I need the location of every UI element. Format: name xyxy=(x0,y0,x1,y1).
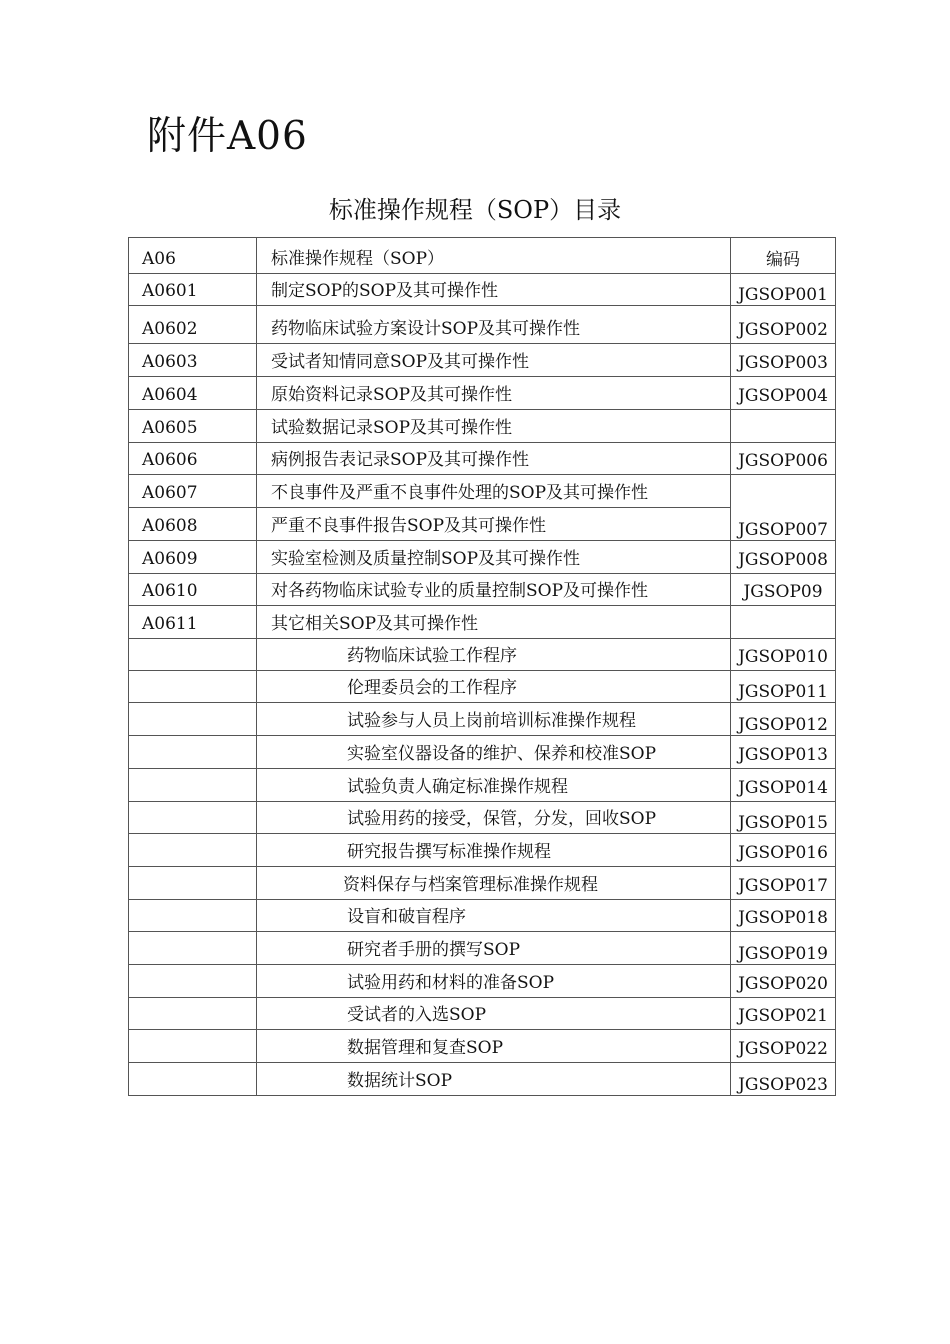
sub-row-id xyxy=(129,736,257,769)
row-code: JGSOP09 xyxy=(731,574,836,606)
sub-row-id xyxy=(129,998,257,1030)
sub-row xyxy=(129,932,836,965)
sub-row xyxy=(129,1063,836,1096)
row-name: 试验数据记录SOP及其可操作性 xyxy=(257,410,731,443)
sub-row-code: JGSOP019 xyxy=(731,932,836,965)
row-name: 其它相关SOP及其可操作性 xyxy=(257,606,731,639)
sub-row-name: 试验用药和材料的准备SOP xyxy=(257,965,731,998)
row-id: A0602 xyxy=(129,306,257,344)
table-header-row xyxy=(129,238,836,274)
sub-row-name: 资料保存与档案管理标准操作规程 xyxy=(257,867,731,900)
header-code: 编码 xyxy=(731,238,836,274)
row-code: JGSOP008 xyxy=(731,541,836,574)
row-code: JGSOP006 xyxy=(731,443,836,475)
sub-row-id xyxy=(129,769,257,802)
sub-row xyxy=(129,769,836,802)
sub-row xyxy=(129,834,836,867)
row-name: 实验室检测及质量控制SOP及其可操作性 xyxy=(257,541,731,574)
row-code: JGSOP004 xyxy=(731,377,836,410)
sub-row-id xyxy=(129,1063,257,1096)
table-row xyxy=(129,508,836,541)
sub-row-code: JGSOP010 xyxy=(731,639,836,671)
row-name: 受试者知情同意SOP及其可操作性 xyxy=(257,344,731,377)
sub-row-name: 数据统计SOP xyxy=(257,1063,731,1096)
sub-row-id xyxy=(129,703,257,736)
sub-row-name: 试验用药的接受，保管，分发，回收SOP xyxy=(257,802,731,834)
table-row xyxy=(129,377,836,410)
table-row xyxy=(129,606,836,639)
sub-row-code: JGSOP013 xyxy=(731,736,836,769)
row-code xyxy=(731,606,836,639)
row-id: A0607 xyxy=(129,475,257,508)
row-code: JGSOP001 xyxy=(731,274,836,306)
header-name: 标准操作规程（SOP） xyxy=(257,238,731,274)
sub-row-code: JGSOP021 xyxy=(731,998,836,1030)
row-id: A0606 xyxy=(129,443,257,475)
sub-row-code: JGSOP020 xyxy=(731,965,836,998)
sub-row xyxy=(129,965,836,998)
sub-row-id xyxy=(129,802,257,834)
sub-row-name: 药物临床试验工作程序 xyxy=(257,639,731,671)
table-row xyxy=(129,274,836,306)
attachment-title: 附件A06 xyxy=(147,114,308,159)
sub-row-code: JGSOP016 xyxy=(731,834,836,867)
sub-row xyxy=(129,703,836,736)
row-code xyxy=(731,410,836,443)
row-id: A0609 xyxy=(129,541,257,574)
row-id: A0608 xyxy=(129,508,257,541)
sop-table xyxy=(128,237,836,1096)
sub-row-name: 设盲和破盲程序 xyxy=(257,900,731,932)
table-row xyxy=(129,443,836,475)
table-row xyxy=(129,344,836,377)
sub-row xyxy=(129,802,836,834)
sub-row-name: 实验室仪器设备的维护、保养和校准SOP xyxy=(257,736,731,769)
sub-row-name: 受试者的入选SOP xyxy=(257,998,731,1030)
sub-row xyxy=(129,867,836,900)
sub-row-code: JGSOP015 xyxy=(731,802,836,834)
table-row xyxy=(129,541,836,574)
row-id: A0601 xyxy=(129,274,257,306)
sub-row-code: JGSOP011 xyxy=(731,671,836,703)
sub-row-id xyxy=(129,834,257,867)
document-title: 标准操作规程（SOP）目录 xyxy=(328,196,622,224)
sub-row xyxy=(129,998,836,1030)
row-id: A0611 xyxy=(129,606,257,639)
row-id: A0603 xyxy=(129,344,257,377)
sub-row-id xyxy=(129,639,257,671)
sub-row-id xyxy=(129,965,257,998)
sub-row-code: JGSOP017 xyxy=(731,867,836,900)
sub-row-id xyxy=(129,671,257,703)
sub-row xyxy=(129,671,836,703)
row-code: JGSOP003 xyxy=(731,344,836,377)
sub-row-name: 数据管理和复查SOP xyxy=(257,1030,731,1063)
sub-row-name: 研究报告撰写标准操作规程 xyxy=(257,834,731,867)
sub-row-code: JGSOP022 xyxy=(731,1030,836,1063)
sub-row xyxy=(129,736,836,769)
sub-row-name: 研究者手册的撰写SOP xyxy=(257,932,731,965)
header-id: A06 xyxy=(129,238,257,274)
sub-row xyxy=(129,900,836,932)
sub-row-id xyxy=(129,932,257,965)
sub-row-code: JGSOP018 xyxy=(731,900,836,932)
sub-row-name: 试验参与人员上岗前培训标准操作规程 xyxy=(257,703,731,736)
sub-row xyxy=(129,1030,836,1063)
row-name: 不良事件及严重不良事件处理的SOP及其可操作性 xyxy=(257,475,731,508)
row-name: 严重不良事件报告SOP及其可操作性 xyxy=(257,508,731,541)
row-name: 病例报告表记录SOP及其可操作性 xyxy=(257,443,731,475)
table-row xyxy=(129,306,836,344)
row-id: A0604 xyxy=(129,377,257,410)
row-name: 原始资料记录SOP及其可操作性 xyxy=(257,377,731,410)
sub-row-name: 伦理委员会的工作程序 xyxy=(257,671,731,703)
sub-row-id xyxy=(129,867,257,900)
row-id: A0605 xyxy=(129,410,257,443)
table-row xyxy=(129,574,836,606)
table-row xyxy=(129,475,836,508)
sub-row-name: 试验负责人确定标准操作规程 xyxy=(257,769,731,802)
row-code: JGSOP002 xyxy=(731,306,836,344)
row-id: A0610 xyxy=(129,574,257,606)
row-name: 对各药物临床试验专业的质量控制SOP及可操作性 xyxy=(257,574,731,606)
sub-row-code: JGSOP023 xyxy=(731,1063,836,1096)
row-code: JGSOP007 xyxy=(731,475,836,541)
sub-row-code: JGSOP012 xyxy=(731,703,836,736)
row-name: 制定SOP的SOP及其可操作性 xyxy=(257,274,731,306)
sub-row-id xyxy=(129,900,257,932)
sub-row xyxy=(129,639,836,671)
sub-row-code: JGSOP014 xyxy=(731,769,836,802)
sub-row-id xyxy=(129,1030,257,1063)
table-row xyxy=(129,410,836,443)
row-name: 药物临床试验方案设计SOP及其可操作性 xyxy=(257,306,731,344)
